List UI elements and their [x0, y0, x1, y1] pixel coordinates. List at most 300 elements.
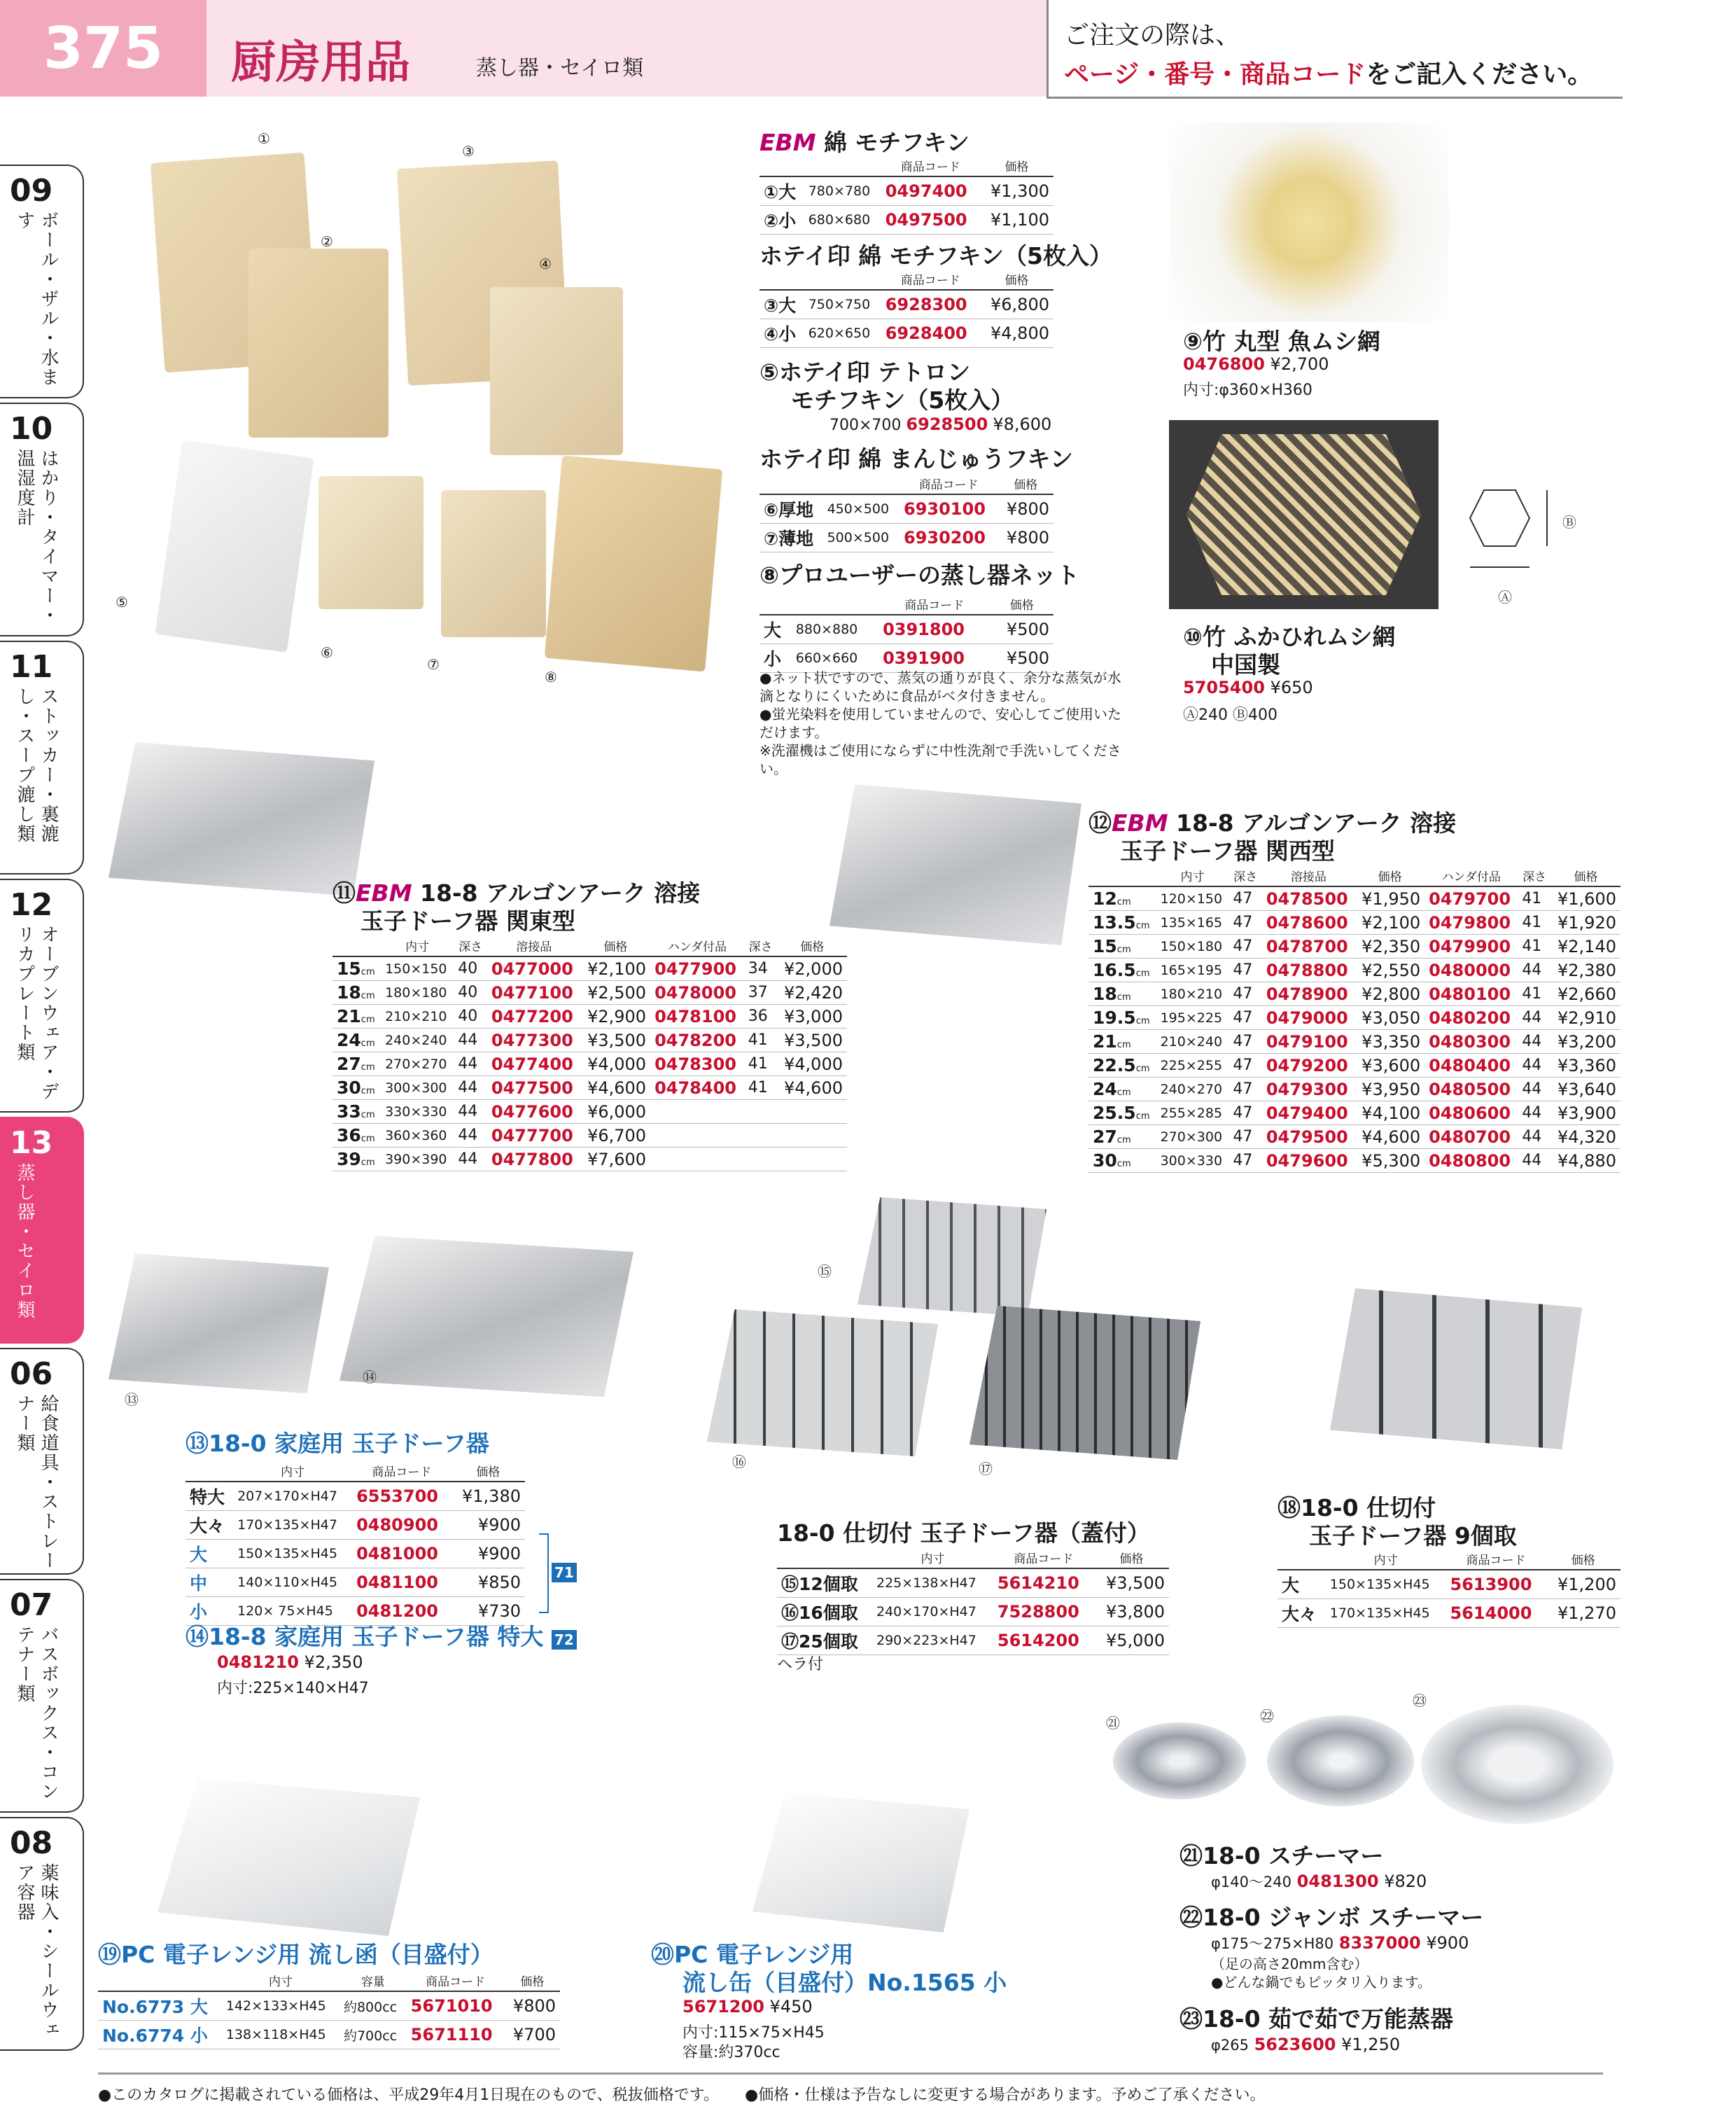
- header-cell: 内寸: [1156, 865, 1229, 886]
- tab-07[interactable]: [0, 1579, 84, 1813]
- item-depth: 44: [454, 1148, 487, 1171]
- item-price: ¥4,000: [581, 1052, 651, 1076]
- tab-11[interactable]: [0, 641, 84, 875]
- tab-12[interactable]: [0, 879, 84, 1113]
- header-cell: 容量: [340, 1970, 407, 1991]
- solder-depth: 41: [744, 1029, 778, 1052]
- solder-price: ¥4,320: [1551, 1125, 1620, 1149]
- item-code: 0497400: [881, 176, 980, 206]
- item-size: 39cm: [332, 1148, 381, 1171]
- table-row: [98, 2021, 560, 2049]
- item-price: ¥2,350: [1355, 935, 1424, 959]
- unit-label: cm: [1116, 1087, 1131, 1098]
- item-dim: 170×135×H45: [1326, 1599, 1446, 1628]
- table-row: [1088, 1101, 1620, 1125]
- item-depth: 44: [454, 1124, 487, 1148]
- header-cell: 商品コード: [407, 1970, 505, 1991]
- product-title-line2: モチフキン（5枚入）: [791, 386, 1014, 414]
- item-depth: 47: [1228, 982, 1262, 1006]
- solder-price: ¥1,600: [1551, 886, 1620, 911]
- tab-label: 薬味入・シールウェア容器: [14, 1863, 59, 2040]
- item-dim: 150×150: [381, 956, 454, 981]
- spec-table-prouser: [760, 594, 1054, 673]
- solder-depth: 44: [1518, 1149, 1551, 1173]
- tab-number: 12: [10, 887, 53, 923]
- item-code: 0478600: [1262, 911, 1355, 935]
- bamboo-round-net-photo: [1169, 123, 1449, 322]
- item-code: 0480900: [352, 1511, 451, 1540]
- solder-code: [650, 1148, 744, 1171]
- product-title-line2: 玉子ドーフ器 関西型: [1120, 837, 1335, 865]
- product-title: プロユーザーの蒸し器ネット: [778, 562, 1079, 589]
- item-dim: 内寸:φ360×H360: [1183, 382, 1312, 399]
- solder-depth: [744, 1124, 778, 1148]
- solder-depth: 44: [1518, 959, 1551, 982]
- solder-depth: 44: [1518, 1125, 1551, 1149]
- item-code: 7528800: [993, 1598, 1094, 1626]
- solder-code: 0480300: [1424, 1030, 1518, 1054]
- item-size: 15cm: [1088, 935, 1156, 959]
- lidded-tray-photo-15: [858, 1197, 1046, 1316]
- item-price: ¥6,000: [581, 1100, 651, 1124]
- unit-label: cm: [360, 967, 375, 977]
- tab-06[interactable]: [0, 1348, 84, 1575]
- item-price: ¥900: [1426, 1933, 1469, 1953]
- item-code: 0478800: [1262, 959, 1355, 982]
- product-title-hotei5: ホテイ印 綿 モチフキン（5枚入）: [760, 242, 1112, 270]
- item-size: 36cm: [332, 1124, 381, 1148]
- image-label: ⑧: [545, 669, 557, 685]
- item-number: ⑫: [1088, 809, 1112, 837]
- item-price: ¥800: [997, 524, 1054, 552]
- product-title-line1: 18-8 アルゴンアーク 溶接: [420, 879, 701, 907]
- header-cell: ハンダ付品: [650, 935, 744, 956]
- item-depth: 47: [1228, 911, 1262, 935]
- solder-price: [777, 1124, 847, 1148]
- tab-13-active[interactable]: [0, 1117, 84, 1344]
- solder-price: ¥4,000: [777, 1052, 847, 1076]
- header-cell: 深さ: [454, 935, 487, 956]
- item-dim: 240×240: [381, 1029, 454, 1052]
- product-title-p13: [186, 1426, 489, 1458]
- item-size: 33cm: [332, 1100, 381, 1124]
- header-cell: [1088, 865, 1156, 886]
- item-price: ¥4,800: [980, 319, 1054, 348]
- product-title: 18-0 ジャンボ スチーマー: [1203, 1904, 1484, 1931]
- item-size: 18cm: [1088, 982, 1156, 1006]
- product-spec-p10: [1183, 678, 1313, 697]
- item-code: 0391800: [878, 615, 990, 644]
- nine-cell-tray-photo: [1330, 1288, 1582, 1449]
- item-code: 6553700: [352, 1482, 451, 1511]
- item-number: ①: [764, 182, 779, 202]
- item-size: 30cm: [1088, 1149, 1156, 1173]
- tab-number: 11: [10, 649, 53, 685]
- table-row: [777, 1568, 1169, 1598]
- tab-10[interactable]: [0, 403, 84, 636]
- item-dim: 880×880: [792, 615, 878, 644]
- solder-code: 0478200: [650, 1029, 744, 1052]
- cloth-photo-4: [490, 287, 623, 455]
- item-number: ②: [764, 211, 779, 231]
- item-dim: 300×300: [381, 1076, 454, 1100]
- table-row: [1088, 1006, 1620, 1030]
- item-dim: 195×225: [1156, 1006, 1229, 1030]
- item-code: 0477300: [487, 1029, 581, 1052]
- solder-code: 0480800: [1424, 1149, 1518, 1173]
- item-size: 12個取: [799, 1574, 858, 1594]
- item-dim: φ175〜275×H80: [1211, 1935, 1334, 1952]
- item-dim: 内寸:225×140×H47: [217, 1680, 369, 1697]
- solder-code: 0480500: [1424, 1078, 1518, 1101]
- item-size: 小: [186, 1597, 233, 1626]
- item-code: 0479100: [1262, 1030, 1355, 1054]
- item-depth: 47: [1228, 935, 1262, 959]
- item-price: ¥3,500: [1094, 1568, 1169, 1598]
- hex-net-shape: [1186, 434, 1421, 595]
- item-code: 0478500: [1262, 886, 1355, 911]
- item-dim: 780×780: [804, 176, 881, 206]
- tab-label: はかり・タイマー・温湿度計: [14, 449, 59, 625]
- item-number: ⑯: [781, 1603, 799, 1623]
- item-code: 0481300: [1296, 1872, 1379, 1891]
- header-code: 商品コード: [881, 269, 980, 290]
- note-line: ●どんな鍋でもピッタリ入ります。: [1211, 1974, 1432, 1991]
- product-title: 竹 丸型 魚ムシ網: [1202, 328, 1380, 355]
- header-cell: 価格: [1355, 865, 1424, 886]
- item-price: ¥1,380: [451, 1482, 525, 1511]
- item-dim: 270×270: [381, 1052, 454, 1076]
- item-dim: 180×210: [1156, 982, 1229, 1006]
- item-number: ㉒: [1180, 1904, 1203, 1931]
- header-cell: 深さ: [1518, 865, 1551, 886]
- table-row: [186, 1482, 525, 1511]
- solder-depth: 37: [744, 981, 778, 1005]
- item-price: ¥6,700: [581, 1124, 651, 1148]
- item-depth: 47: [1228, 1101, 1262, 1125]
- item-code: 0497500: [881, 206, 980, 235]
- header-cell: [1278, 1549, 1326, 1570]
- item-dim: φ265: [1211, 2037, 1249, 2054]
- item-code: 0479200: [1262, 1054, 1355, 1078]
- item-size: 18cm: [332, 981, 381, 1005]
- tab-label: ボール・ザル・水ます: [14, 211, 59, 387]
- item-price: ¥6,800: [980, 290, 1054, 319]
- unit-label: cm: [1116, 945, 1131, 955]
- header-cell: [98, 1970, 222, 1991]
- item-code: 5671110: [407, 2021, 505, 2049]
- item-dim: 142×133×H45: [222, 1991, 340, 2021]
- item-depth: 44: [454, 1076, 487, 1100]
- item-code: 0477100: [487, 981, 581, 1005]
- product-title-line1: 18-8 アルゴンアーク 溶接: [1176, 809, 1457, 837]
- item-dim: 135×165: [1156, 911, 1229, 935]
- item-number: ㉑: [1180, 1842, 1203, 1869]
- item-price: ¥2,900: [581, 1005, 651, 1029]
- item-size: 大: [1278, 1570, 1326, 1599]
- item-size: 薄地: [778, 529, 814, 549]
- item-dim: 300×330: [1156, 1149, 1229, 1173]
- image-label: ⑦: [427, 656, 440, 673]
- item-price: ¥2,100: [1355, 911, 1424, 935]
- steamer-photo-22: [1267, 1715, 1414, 1806]
- item-code: 6928500: [906, 414, 988, 434]
- image-label: ⑤: [115, 594, 128, 611]
- item-size: 小: [760, 644, 792, 673]
- cloth-photo-5: [155, 440, 314, 653]
- table-row: [186, 1540, 525, 1568]
- solder-code: 0479800: [1424, 911, 1518, 935]
- item-price: ¥500: [990, 615, 1054, 644]
- item-dim: 360×360: [381, 1124, 454, 1148]
- notes-prouser: [760, 669, 1124, 778]
- header-cell: [777, 1547, 872, 1568]
- item-price: ¥1,100: [980, 206, 1054, 235]
- item-dim: 内寸:115×75×H45: [682, 2024, 825, 2042]
- table-row: [760, 290, 1054, 319]
- table-row: [1088, 935, 1620, 959]
- product-spec-p23: [1211, 2035, 1400, 2054]
- header-cell: 内寸: [872, 1547, 993, 1568]
- table-row: [332, 1148, 847, 1171]
- item-depth: 47: [1228, 1030, 1262, 1054]
- unit-label: cm: [1135, 1016, 1150, 1026]
- item-size: 大: [778, 182, 797, 202]
- table-row: [332, 956, 847, 981]
- item-dim: 240×170×H47: [872, 1598, 993, 1626]
- item-number: ⑳: [651, 1941, 674, 1968]
- product-title-manju: ホテイ印 綿 まんじゅうフキン: [760, 445, 1074, 473]
- item-code: 0477000: [487, 956, 581, 981]
- solder-depth: 41: [1518, 911, 1551, 935]
- item-size: 小: [778, 324, 797, 344]
- product-title-p14: [186, 1619, 577, 1652]
- product-title-p15: 18-0 仕切付 玉子ドーフ器（蓋付）: [777, 1519, 1150, 1547]
- unit-label: cm: [360, 1015, 375, 1025]
- solder-price: ¥3,640: [1551, 1078, 1620, 1101]
- item-code: 0479500: [1262, 1125, 1355, 1149]
- item-capacity: 約700cc: [340, 2021, 407, 2049]
- item-code: 8337000: [1338, 1933, 1421, 1953]
- header-cell: 商品コード: [993, 1547, 1094, 1568]
- item-dim: 150×135×H45: [1326, 1570, 1446, 1599]
- item-price: ¥700: [505, 2021, 560, 2049]
- item-price: ¥4,600: [581, 1076, 651, 1100]
- item-size: 大: [760, 615, 792, 644]
- order-notice-rest: をご記入ください。: [1366, 60, 1593, 89]
- item-dim: 120×150: [1156, 886, 1229, 911]
- item-depth: 47: [1228, 1149, 1262, 1173]
- tab-number: 09: [10, 173, 53, 209]
- unit-label: cm: [1135, 1111, 1150, 1122]
- solder-price: ¥2,420: [777, 981, 847, 1005]
- item-size: 13.5cm: [1088, 911, 1156, 935]
- solder-code: 0479900: [1424, 935, 1518, 959]
- table-row: [760, 176, 1054, 206]
- item-number: ⑲: [98, 1941, 121, 1968]
- solder-price: ¥2,910: [1551, 1006, 1620, 1030]
- item-size: 16.5cm: [1088, 959, 1156, 982]
- item-price: ¥900: [451, 1540, 525, 1568]
- item-number: ⑨: [1183, 328, 1203, 355]
- item-size: 25個取: [799, 1631, 858, 1652]
- item-price: ¥1,270: [1546, 1599, 1620, 1628]
- item-code: 5705400: [1183, 678, 1265, 697]
- header-cell: 価格: [1094, 1547, 1169, 1568]
- table-row: [98, 1991, 560, 2021]
- table-row: [760, 206, 1054, 235]
- item-dim: 150×135×H45: [233, 1540, 352, 1568]
- product-title-line1: 竹 ふかひれムシ網: [1202, 623, 1396, 650]
- item-code: 5671200: [682, 1997, 764, 2016]
- item-size: 27cm: [1088, 1125, 1156, 1149]
- table-row: [1088, 1054, 1620, 1078]
- product-title: 綿 モチフキン: [824, 129, 969, 156]
- solder-depth: 44: [1518, 1078, 1551, 1101]
- item-dim: 500×500: [823, 524, 899, 552]
- pc-container-photo-20: [752, 1792, 969, 1932]
- solder-price: ¥2,140: [1551, 935, 1620, 959]
- item-dim: 225×255: [1156, 1054, 1229, 1078]
- item-code: 0391900: [878, 644, 990, 673]
- header-cell: 価格: [777, 935, 847, 956]
- spec-table-manju: [760, 473, 1054, 552]
- table-row: [760, 494, 1054, 524]
- item-dim: 330×330: [381, 1100, 454, 1124]
- item-depth: 47: [1228, 1078, 1262, 1101]
- solder-depth: [744, 1148, 778, 1171]
- solder-depth: 44: [1518, 1030, 1551, 1054]
- item-price: ¥650: [1270, 678, 1313, 697]
- item-dim: 225×138×H47: [872, 1568, 993, 1598]
- solder-code: 0480700: [1424, 1125, 1518, 1149]
- tab-number: 08: [10, 1825, 53, 1861]
- item-dim: 210×240: [1156, 1030, 1229, 1054]
- solder-code: 0478300: [650, 1052, 744, 1076]
- item-code: 0477800: [487, 1148, 581, 1171]
- unit-label: cm: [360, 991, 375, 1001]
- solder-price: ¥2,660: [1551, 982, 1620, 1006]
- item-code: 0478700: [1262, 935, 1355, 959]
- tab-number: 06: [10, 1356, 53, 1392]
- item-dim: 680×680: [804, 206, 881, 235]
- item-size: 大: [778, 295, 797, 316]
- item-price: ¥3,800: [1094, 1598, 1169, 1626]
- unit-label: cm: [1135, 1064, 1150, 1074]
- item-code: 0481000: [352, 1540, 451, 1568]
- tab-number: 13: [10, 1125, 53, 1161]
- table-row: [777, 1626, 1169, 1655]
- item-code: 0479300: [1262, 1078, 1355, 1101]
- unit-label: cm: [360, 1038, 375, 1049]
- item-code: 0478900: [1262, 982, 1355, 1006]
- table-row: [1088, 1125, 1620, 1149]
- unit-label: cm: [1116, 1040, 1131, 1050]
- category-title: 厨房用品: [231, 37, 410, 89]
- table-row: [1088, 1030, 1620, 1054]
- steamer-photo-23: [1421, 1705, 1614, 1824]
- solder-depth: 44: [1518, 1101, 1551, 1125]
- header-cell: 内寸: [233, 1461, 352, 1482]
- solder-depth: 44: [1518, 1006, 1551, 1030]
- item-price: ¥3,350: [1355, 1030, 1424, 1054]
- tab-label: オーブンウェア・デリカプレート類: [14, 925, 59, 1101]
- item-dim: 165×195: [1156, 959, 1229, 982]
- image-label: ②: [321, 233, 333, 250]
- dimension-label-b: Ⓑ: [1562, 514, 1576, 531]
- unit-label: cm: [360, 1157, 375, 1168]
- item-dim: 180×180: [381, 981, 454, 1005]
- kansai-tray-photo: [830, 784, 1082, 945]
- table-row: [1088, 982, 1620, 1006]
- tab-label: バスボックス・コンテナー類: [14, 1625, 59, 1802]
- spec-table-p13: [186, 1461, 525, 1626]
- item-size: 30cm: [332, 1076, 381, 1100]
- item-price: ¥730: [451, 1597, 525, 1626]
- item-dim: 150×180: [1156, 935, 1229, 959]
- header-cell: 価格: [505, 1970, 560, 1991]
- spec-table-p18: [1278, 1549, 1620, 1628]
- order-notice: [1046, 0, 1623, 99]
- product-title-p21: [1180, 1838, 1383, 1871]
- item-price: ¥820: [1384, 1872, 1427, 1891]
- solder-code: 0480600: [1424, 1101, 1518, 1125]
- item-code: 0479000: [1262, 1006, 1355, 1030]
- item-number: ㉓: [1180, 2005, 1203, 2033]
- item-code: 5614200: [993, 1626, 1094, 1655]
- table-row: [186, 1568, 525, 1597]
- item-price: ¥5,000: [1094, 1626, 1169, 1655]
- image-label: ⑮: [818, 1263, 832, 1280]
- item-price: ¥8,600: [993, 414, 1052, 434]
- image-label: ⑬: [125, 1391, 139, 1408]
- brand-label: EBM: [1112, 809, 1168, 837]
- tab-09[interactable]: [0, 165, 84, 398]
- spec-table-p12: [1088, 865, 1620, 1173]
- image-label: ③: [462, 143, 475, 160]
- solder-code: 0479700: [1424, 886, 1518, 911]
- image-label: ㉒: [1260, 1708, 1274, 1725]
- item-number: ⑦: [764, 529, 779, 549]
- spec-table-p19: [98, 1970, 560, 2049]
- footer: [98, 2072, 1603, 2105]
- header-code: 商品コード: [881, 155, 980, 176]
- item-dim: 240×270: [1156, 1078, 1229, 1101]
- product-title-p9: [1183, 323, 1380, 356]
- item-code: 0477400: [487, 1052, 581, 1076]
- solder-code: 0480000: [1424, 959, 1518, 982]
- solder-code: [650, 1124, 744, 1148]
- table-row: [332, 1029, 847, 1052]
- spec-table-p15: [777, 1547, 1169, 1655]
- cloth-photo-7: [441, 490, 546, 637]
- lidded-tray-photo-16: [707, 1309, 938, 1456]
- product-title-line1: 18-0 仕切付: [1301, 1494, 1436, 1521]
- tab-08[interactable]: [0, 1817, 84, 2051]
- item-code: 0481210: [217, 1652, 299, 1672]
- lidded-tray-photo-17: [969, 1306, 1200, 1460]
- solder-price: ¥3,200: [1551, 1030, 1620, 1054]
- header-cell: 内寸: [381, 935, 454, 956]
- unit-label: cm: [1116, 897, 1131, 907]
- table-row: [760, 319, 1054, 348]
- home-tray-photo-13: [108, 1253, 329, 1393]
- solder-price: ¥4,600: [777, 1076, 847, 1100]
- item-code: 0477600: [487, 1100, 581, 1124]
- home-tray-photo-14: [340, 1236, 634, 1397]
- item-code: 6928300: [881, 290, 980, 319]
- product-title-prouser: [760, 557, 1079, 590]
